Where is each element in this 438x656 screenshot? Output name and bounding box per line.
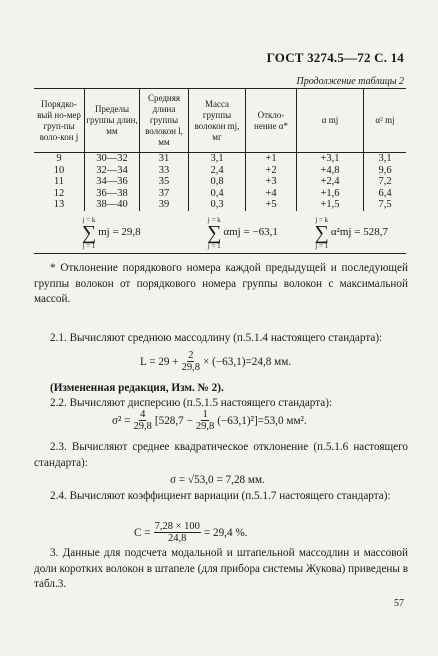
- col-header-number: Порядко-вый но-мер груп-пы воло-кон j: [34, 89, 85, 153]
- table-cell: +1,5: [297, 199, 364, 211]
- col-header-alpha-m: α mj: [297, 89, 364, 153]
- table-cell: 11: [34, 176, 85, 188]
- sigma-glyph: ∑: [314, 221, 329, 244]
- page-header: ГОСТ 3274.5—72 С. 14: [266, 50, 404, 65]
- denominator: 29,8: [181, 362, 200, 373]
- table-cell: 32—34: [85, 165, 140, 177]
- denominator: 24,8: [168, 533, 187, 544]
- table-cell: 2,4: [189, 165, 246, 177]
- table-cell: 38—40: [85, 199, 140, 211]
- table-cell: 35: [140, 176, 189, 188]
- formula-std-dev: σ = √53,0 = 7,28 мм.: [170, 474, 265, 486]
- sum-upper-limit: j = k: [82, 215, 96, 224]
- table-cell: 9: [34, 153, 85, 165]
- paragraph-2-2: 2.2. Вычисляют дисперсию (п.5.1.5 настоящего стандарта):: [50, 397, 333, 409]
- paragraph-2-1: 2.1. Вычисляют среднюю массодлину (п.5.1.4 настоящего стандарта):: [50, 332, 383, 344]
- table-cell: +4: [246, 188, 297, 200]
- table-cell: +3: [246, 176, 297, 188]
- formula-variation: [134, 521, 247, 544]
- sum-mass-value: mj = 29,8: [98, 226, 141, 239]
- sum-lower-limit: j = 1: [207, 241, 221, 250]
- denominator: 29,8: [133, 421, 152, 432]
- col-header-deviation: Откло-нение α*: [246, 89, 297, 153]
- table-cell: 0,4: [189, 188, 246, 200]
- table-cell: +3,1: [297, 153, 364, 165]
- table-cell: 31: [140, 153, 189, 165]
- col-header-mass: Масса группы волокон mj, мг: [189, 89, 246, 153]
- fraction: [154, 521, 201, 544]
- paragraph-2-4: 2.4. Вычисляют коэффициент вариации (п.5.1.7 настоящего стандарта):: [50, 490, 391, 502]
- table-cell: +1: [246, 153, 297, 165]
- table-row: [34, 153, 406, 165]
- formula-lhs: σ² =: [112, 414, 131, 427]
- table-cell: 30—32: [85, 153, 140, 165]
- edition-note: (Измененная редакция, Изм. № 2).: [50, 382, 224, 394]
- table-cell: +1,6: [297, 188, 364, 200]
- page-number: 57: [394, 598, 404, 609]
- fraction: [196, 409, 214, 432]
- table-cell: 0,8: [189, 176, 246, 188]
- paragraph-3: 3. Данные для подсчета модальной и штапельной массодлин и массовой доли коротких волокон в штапеле (для прибора системы Жукова) приведены в табл.3.: [34, 547, 408, 590]
- formula-mean-length: [140, 350, 291, 373]
- table-row: [34, 176, 406, 188]
- formula-dispersion: [112, 409, 307, 432]
- table-cell: 33: [140, 165, 189, 177]
- table-cell: 39: [140, 199, 189, 211]
- numerator: 2: [188, 350, 194, 361]
- fraction: [134, 409, 152, 432]
- sums-row: [34, 211, 406, 254]
- sum-alpha2-m: [315, 216, 388, 250]
- formula-rhs: = 29,4 %.: [203, 526, 248, 539]
- table-cell: 7,5: [378, 199, 392, 211]
- table-row: [34, 165, 406, 177]
- table-cell: 13: [34, 199, 85, 211]
- formula-rhs: (−63,1)²]=53,0 мм².: [217, 414, 307, 427]
- footnote: * Отклонение порядкового номера каждой предыдущей и последующей группы волокон от порядкового номера группы волокон с максимальной массой.: [34, 262, 408, 305]
- table-cell: 3,1: [378, 153, 392, 164]
- paragraph-2-3: 2.3. Вычисляют среднее квадратическое отклонение (п.5.1.6 настоящего стандарта):: [34, 441, 408, 469]
- sigma-symbol: [82, 216, 96, 250]
- sum-mass: [82, 216, 141, 250]
- sum-upper-limit: j = k: [207, 215, 221, 224]
- sum-mass-cell: [34, 211, 189, 254]
- table-cell: +2,4: [297, 176, 364, 188]
- sum-alpha-m-value: αmj = −63,1: [223, 226, 278, 239]
- formula-middle: [528,7 −: [154, 414, 193, 427]
- sigma-glyph: ∑: [207, 221, 222, 244]
- sum-lower-limit: j = 1: [315, 241, 329, 250]
- numerator: 1: [202, 409, 208, 420]
- sigma-symbol: [207, 216, 221, 250]
- fraction: [182, 350, 200, 373]
- table-cell: 34—36: [85, 176, 140, 188]
- col-header-mean-length: Средняя длина группы волокон l, мм: [140, 89, 189, 153]
- numerator: 4: [140, 409, 146, 420]
- col-header-alpha2-m: α² mj: [364, 89, 407, 153]
- table-cell: 10: [34, 165, 85, 177]
- table-cell: 36—38: [85, 188, 140, 200]
- table-cell: 9,6: [378, 164, 392, 176]
- table-continuation-label: Продолжение таблицы 2: [296, 76, 404, 87]
- table-cell: +2: [246, 165, 297, 177]
- table-cell: 3,1: [189, 153, 246, 165]
- sigma-glyph: ∑: [81, 221, 97, 244]
- sum-alpha-m-cell: [189, 211, 297, 254]
- table-cell: 6,4: [378, 187, 392, 199]
- denominator: 29,8: [195, 421, 215, 432]
- table-row: [34, 188, 406, 200]
- table-cell: 7,2: [378, 176, 392, 188]
- sum-alpha-m: [207, 216, 278, 250]
- sum-lower-limit: j = 1: [82, 241, 96, 250]
- table-cell: 12: [34, 188, 85, 200]
- col-header-range: Пределы группы длин, мм: [85, 89, 140, 153]
- sigma-symbol: [315, 216, 329, 250]
- table-cell: +5: [246, 199, 297, 211]
- numerator: 7,28 × 100: [154, 521, 200, 532]
- table-cell: +4,8: [297, 165, 364, 177]
- sum-upper-limit: j = k: [315, 215, 329, 224]
- data-table: [34, 88, 406, 254]
- sum-alpha2-m-cell: [297, 211, 407, 254]
- table-cell: 0,3: [189, 199, 246, 211]
- table-row: [34, 199, 406, 211]
- table-header-row: [34, 89, 406, 153]
- formula-lhs: L = 29 +: [140, 355, 179, 368]
- sum-alpha2-m-value: α²mj = 528,7: [330, 226, 388, 239]
- formula-lhs: C =: [134, 526, 151, 539]
- formula-rhs: × (−63,1)=24,8 мм.: [203, 355, 292, 368]
- table-cell: 37: [140, 188, 189, 200]
